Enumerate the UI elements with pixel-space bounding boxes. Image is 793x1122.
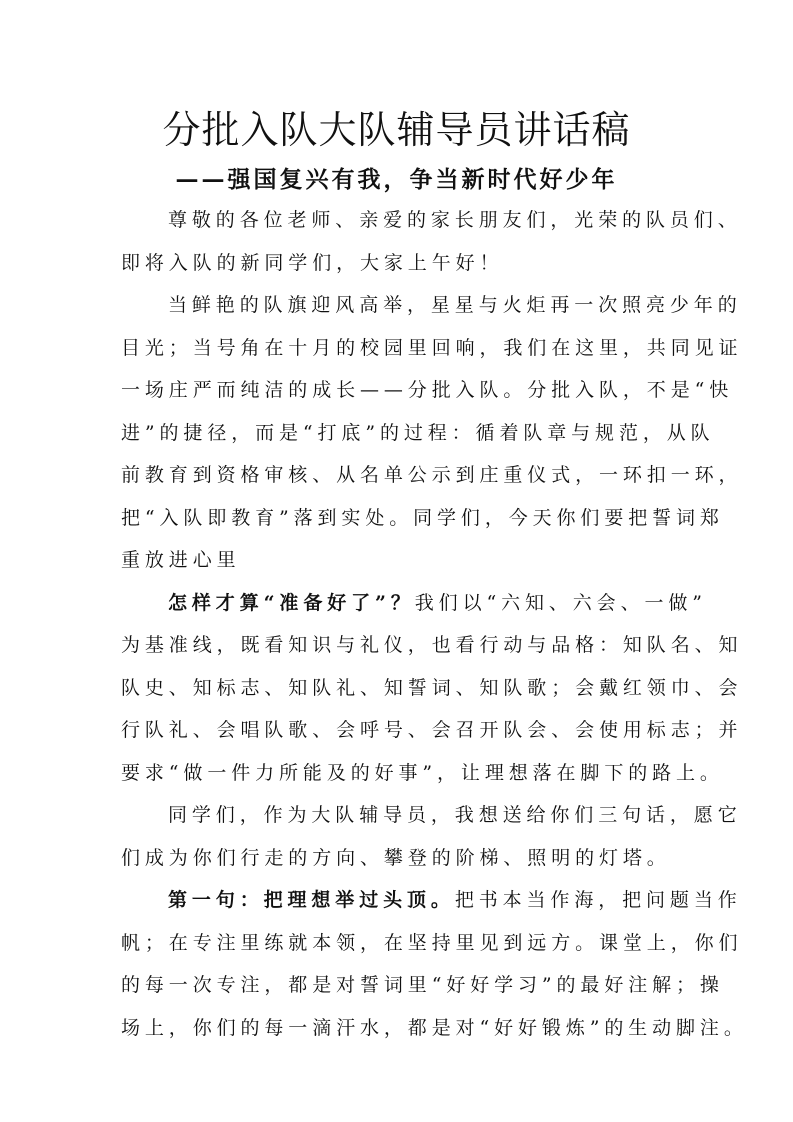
text-line: 们成为你们行走的方向、攀登的阶梯、照明的灯塔。 — [121, 846, 671, 869]
text-line: 把“入队即教育”落到实处。同学们，今天你们要把誓词郑 — [121, 506, 724, 529]
text-line — [121, 582, 707, 625]
text-line: 当鲜艳的队旗迎风高举，星星与火炬再一次照亮少年的 — [168, 294, 742, 316]
text-line: 前教育到资格审核、从名单公示到庄重仪式，一环扣一环， — [121, 464, 743, 486]
text-line: 场上，你们的每一滴汗水，都是对“好好锻炼”的生动脚注。 — [121, 1016, 748, 1039]
text-line: 尊敬的各位老师、亲爱的家长朋友们，光荣的队员们、 — [168, 209, 742, 231]
bold-lead-heading: 第一句：把理想举过头顶。 — [168, 889, 455, 911]
text-line: 进”的捷径，而是“打底”的过程：循着队章与规范，从队 — [121, 421, 715, 444]
text-line: 为基准线，既看知识与礼仪，也看行动与品格：知队名、知 — [121, 634, 743, 656]
paragraph-three-sentences — [121, 794, 742, 879]
text-span: 我们以“六知、六会、一做” — [414, 591, 707, 614]
paragraph-greeting — [121, 199, 742, 284]
paragraph-ceremony — [121, 284, 743, 582]
text-line: 同学们，作为大队辅导员，我想送给你们三句话，愿它 — [168, 804, 742, 826]
document-title: 分批入队大队辅导员讲话稿 — [162, 108, 631, 152]
paragraph-first-sentence — [121, 879, 748, 1049]
paragraph-readiness — [121, 582, 743, 795]
bold-lead-heading: 怎样才算“准备好了”？ — [168, 591, 415, 614]
text-line: 的每一次专注，都是对誓词里“好好学习”的最好注解；操 — [121, 974, 724, 996]
text-line: 要求“做一件力所能及的好事”，让理想落在脚下的路上。 — [121, 761, 724, 784]
text-line: 行队礼、会唱队歌、会呼号、会召开队会、会使用标志；并 — [121, 719, 743, 741]
text-line: 队史、知标志、知队礼、知誓词、知队歌；会戴红领巾、会 — [121, 676, 743, 699]
text-line: 帆；在专注里练就本领，在坚持里见到远方。课堂上，你们 — [121, 931, 743, 954]
text-line: 重放进心里 — [121, 549, 241, 571]
text-span: 把书本当作海，把问题当作 — [454, 889, 742, 911]
text-line — [121, 879, 742, 922]
text-line: 一场庄严而纯洁的成长——分批入队。分批入队，不是“快 — [121, 379, 734, 401]
document-body — [121, 199, 748, 1049]
text-line: 即将入队的新同学们，大家上午好！ — [121, 251, 504, 274]
document-subtitle: ——强国复兴有我，争当新时代好少年 — [175, 166, 618, 193]
text-line: 目光；当号角在十月的校园里回响，我们在这里，共同见证 — [121, 336, 743, 359]
